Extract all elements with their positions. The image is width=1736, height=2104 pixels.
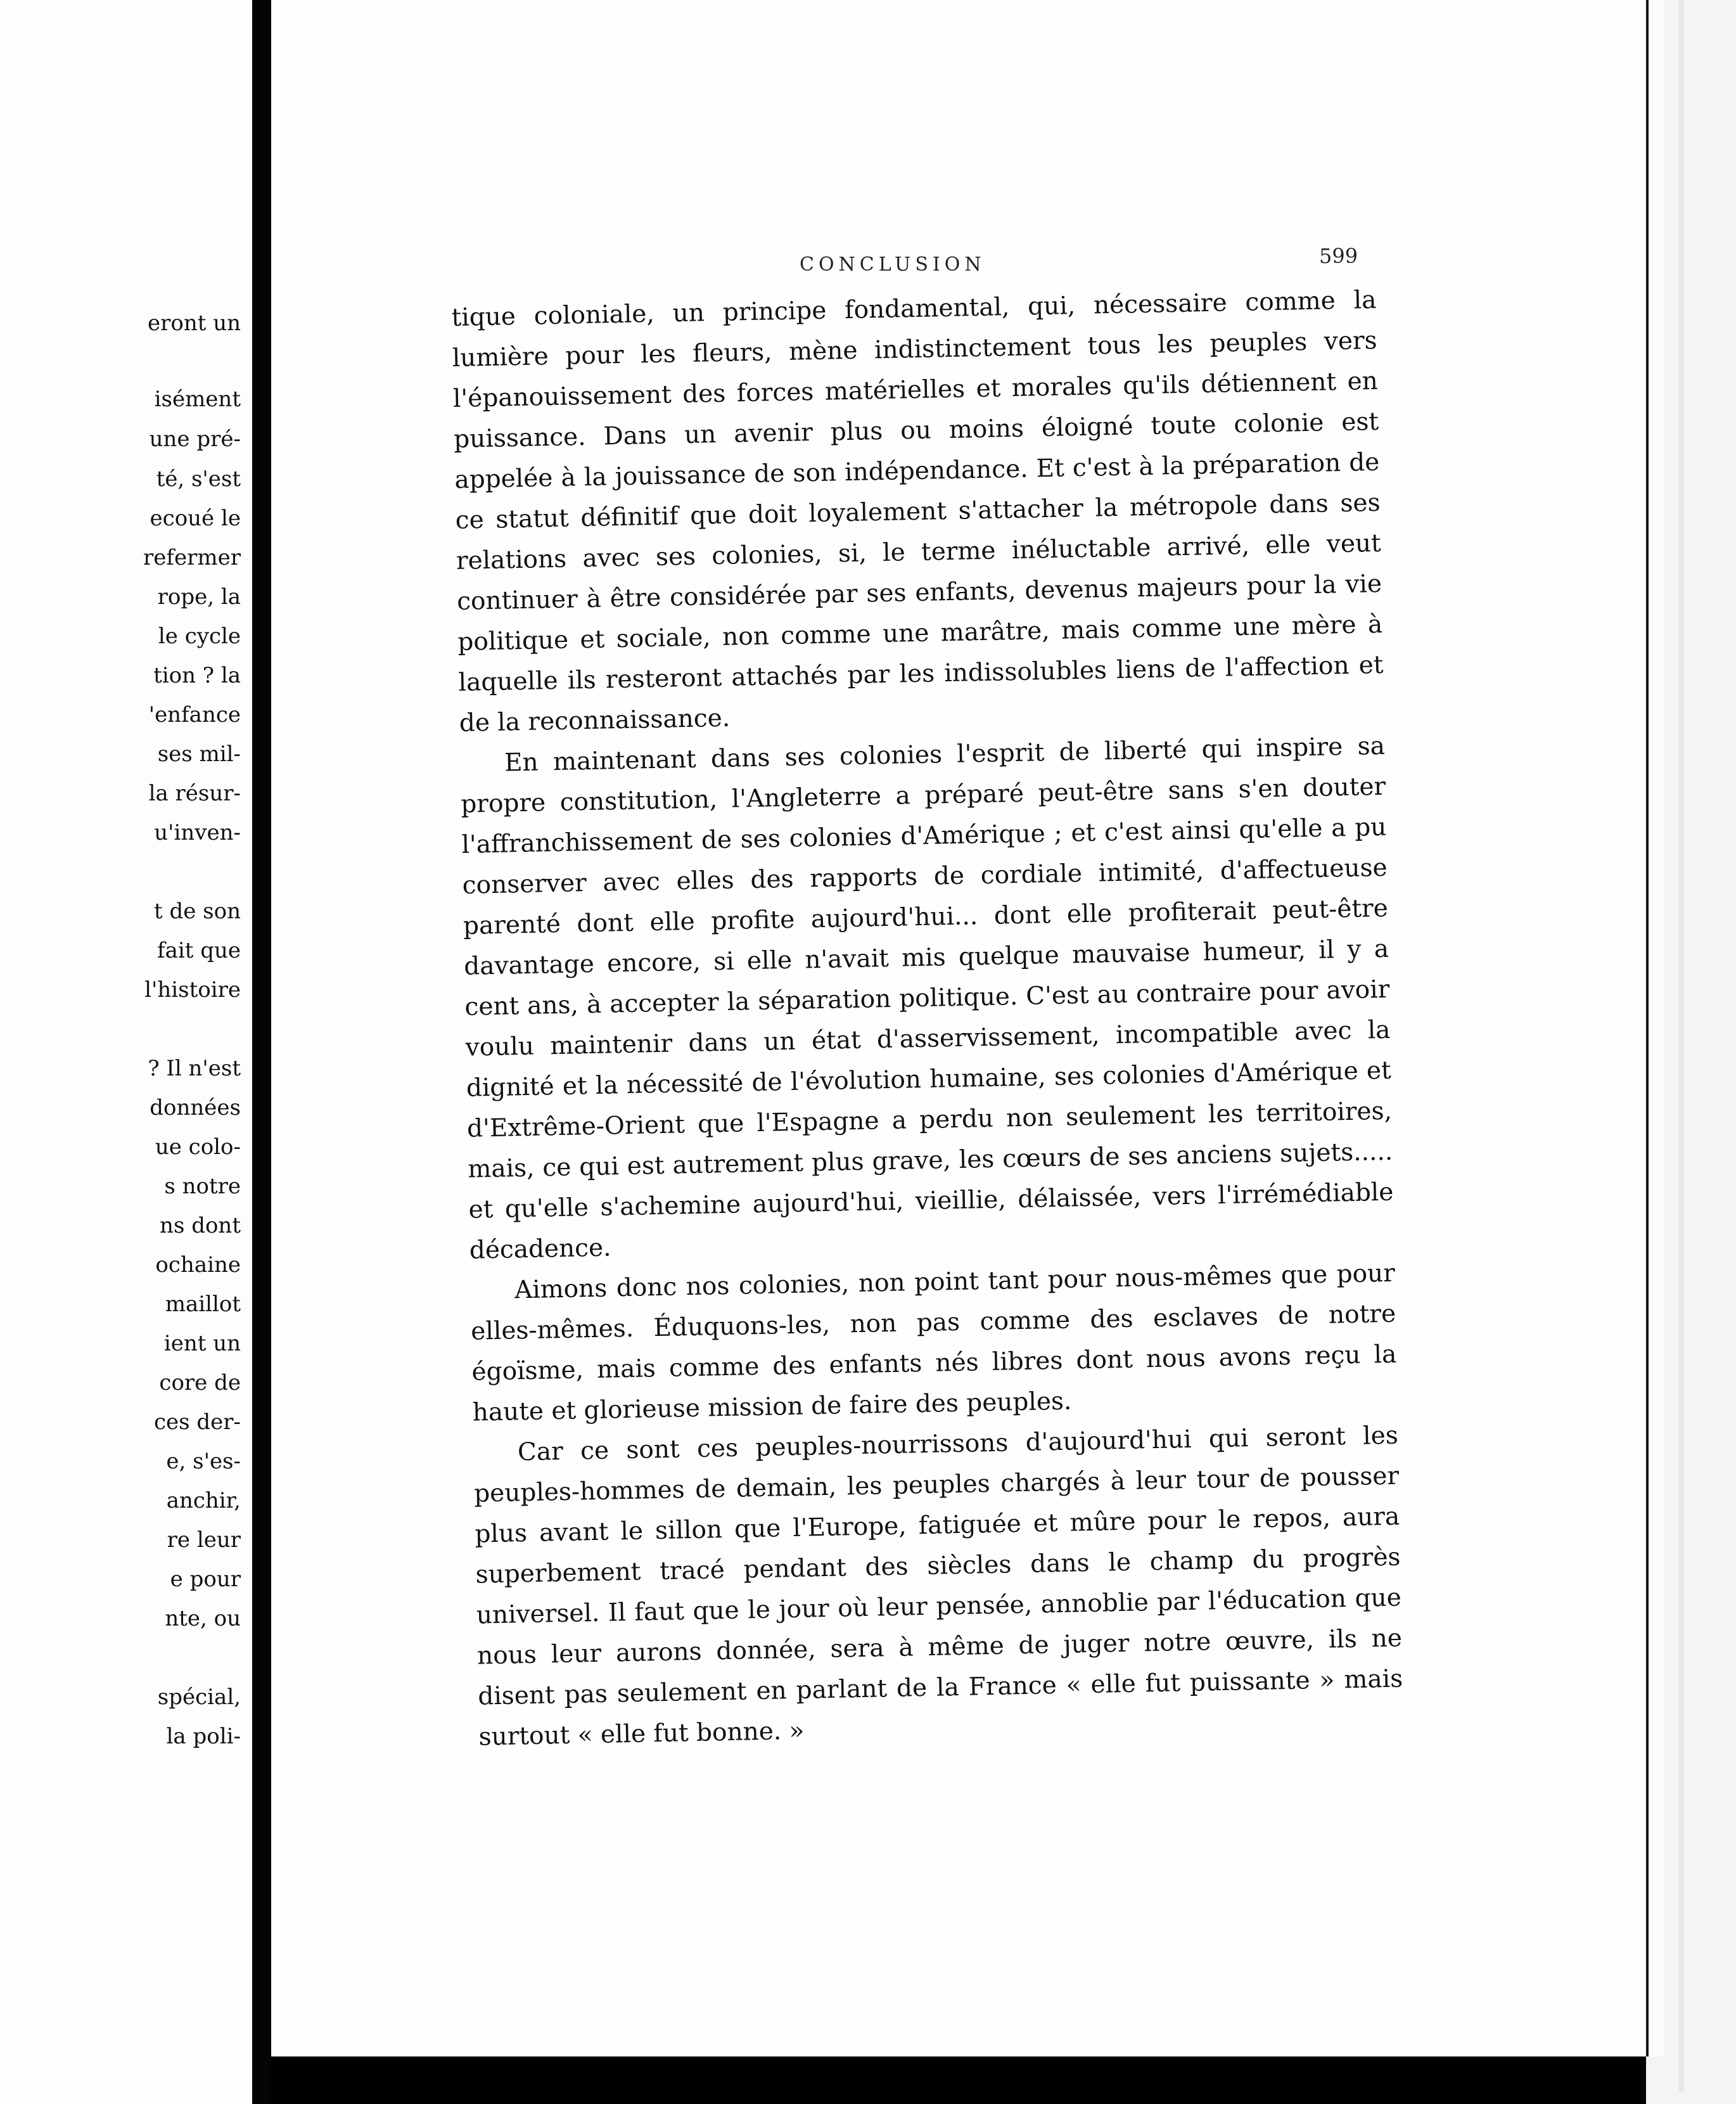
left-line: rope, la [157, 584, 241, 610]
left-line: e, s'es- [166, 1449, 241, 1474]
page-number: 599 [1319, 244, 1358, 268]
paragraph: tique coloniale, un principe fondamental, qui, nécessaire comme la lumière pour les fleurs, mène indistinctement tous les peuples vers l'épanouissement des forces matérielles et morales qu'ils détiennent en puissance. Dans un avenir plus ou moins éloigné toute colonie est appelée à la jouissance de son indépendance. Et c'est à la préparation de ce statut définitif que doit loyalement s'attacher la métropole dans ses relations avec ses colonies, si, le terme inéluctable arrivé, elle veut continuer à être considérée par ses enfants, devenus majeurs pour la vie politique et sociale, non comme une marâtre, mais comme une mère à laquelle ils resteront attachés par les indissolubles liens de l'affection et de la reconnaissance. [451, 285, 1384, 738]
book-gutter [252, 0, 271, 2104]
left-line: ecoué le [150, 506, 241, 531]
left-line: ces der- [153, 1409, 241, 1435]
page-edge-sheet [1646, 0, 1664, 2056]
left-line: core de [159, 1370, 241, 1395]
left-line: 'enfance [148, 702, 241, 728]
left-line: tion ? la [153, 663, 241, 688]
left-line: données [150, 1095, 241, 1120]
left-line: le cycle [158, 624, 241, 649]
paragraph: Car ce sont ces peuples-nourrissons d'aujourd'hui qui seront les peuples-hommes de demain, les peuples chargés à leur tour de pousser plus avant le sillon que l'Europe, fatiguée et mûre pour le repos, aura superbement tracé pendant des siècles dans le champ du progrès universel. Il faut que le jour où leur pensée, annoblie par l'éducation que nous leur aurons donnée, sera à même de juger notre œuvre, ils ne disent pas seulement en parlant de la France « elle fut puissante » mais surtout « elle fut bonne. » [473, 1421, 1403, 1752]
left-line: ochaine [155, 1252, 241, 1278]
left-line: eront un [147, 311, 241, 336]
left-line: spécial, [157, 1684, 241, 1710]
left-line: re leur [167, 1527, 241, 1553]
left-line: s notre [164, 1174, 241, 1199]
left-line: refermer [143, 545, 241, 570]
left-line: t de son [154, 899, 241, 924]
left-line: fait que [157, 938, 241, 963]
left-line: isément [154, 387, 241, 412]
left-line: té, s'est [156, 466, 241, 492]
left-line: la résur- [148, 781, 241, 806]
left-line: u'inven- [154, 820, 241, 845]
left-line: la poli- [166, 1724, 241, 1749]
left-line: anchir, [166, 1488, 241, 1513]
left-line: ? Il n'est [148, 1056, 241, 1081]
left-line: ses mil- [157, 741, 241, 767]
left-page [0, 0, 252, 2104]
left-line: maillot [165, 1292, 241, 1317]
body-text [451, 280, 1404, 1758]
left-line: e pour [170, 1567, 241, 1592]
paragraph: En maintenant dans ses colonies l'esprit de liberté qui inspire sa propre constitution, l'Angleterre a préparé peut-être sans s'en douter l'affranchissement de ses colonies d'Amérique ; et c'est ainsi qu'elle a pu conserver avec elles des rapports de cordiale intimité, d'affectueuse parenté dont elle profite aujourd'hui... dont elle profiterait peut-être davantage encore, si elle n'avait mis quelque mauvaise humeur, il y a cent ans, à accepter la séparation politique. C'est au contraire pour avoir voulu maintenir dans un état d'asservissement, incompatible avec la dignité et la nécessité de l'évolution humaine, ses colonies d'Amérique et d'Extrême-Orient que l'Espagne a perdu non seulement les territoires, mais, ce qui est autrement plus grave, les cœurs de ses anciens sujets..... et qu'elle s'achemine aujourd'hui, vieillie, délaissée, vers l'irrémédiable décadence. [460, 731, 1394, 1265]
left-line: ient un [163, 1331, 241, 1356]
left-line: une pré- [149, 427, 241, 452]
page-edge-sheet [1679, 0, 1684, 2091]
left-line: ue colo- [155, 1134, 241, 1160]
running-head: CONCLUSION [800, 253, 986, 276]
paragraph: Aimons donc nos colonies, non point tant pour nous-mêmes que pour elles-mêmes. Éduquons-les, non pas comme des esclaves de notre égoïsme, mais comme des enfants nés libres dont nous avons reçu la haute et glorieuse mission de faire des peuples. [470, 1259, 1397, 1427]
left-line: nte, ou [165, 1606, 241, 1631]
left-line: l'histoire [144, 977, 241, 1003]
left-line: ns dont [160, 1213, 241, 1238]
